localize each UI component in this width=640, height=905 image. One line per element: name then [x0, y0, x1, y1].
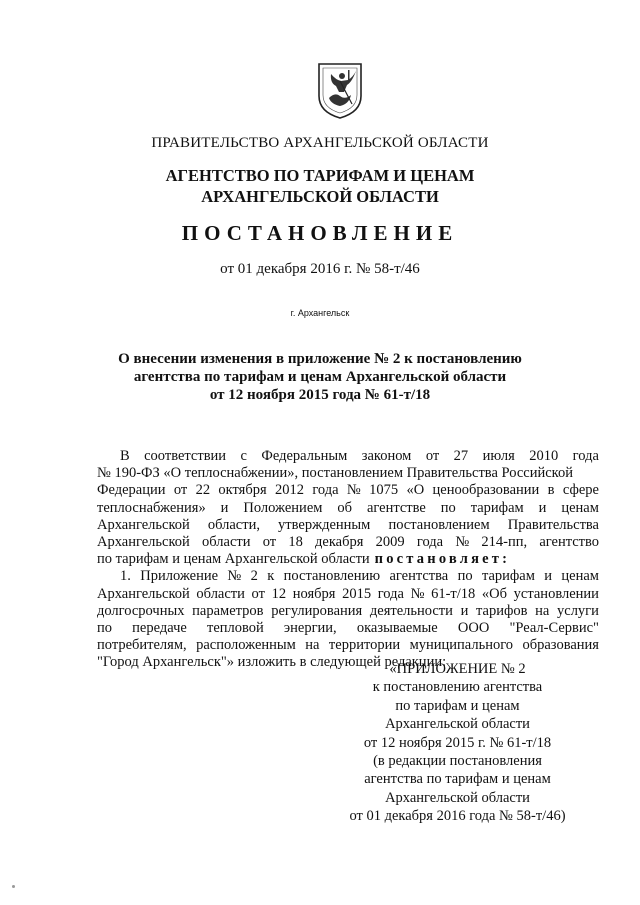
word: 2: [250, 568, 258, 585]
word: передаче: [132, 620, 187, 637]
appendix-line: (в редакции постановления: [373, 753, 542, 770]
word: 2012: [274, 482, 304, 499]
appendix-line: от 12 ноября 2015 г. № 61-т/18: [363, 734, 552, 751]
word: области: [196, 585, 245, 602]
word: муниципального: [409, 637, 514, 654]
document-date-number: от 01 декабря 2016 г. № 58-т/46: [220, 261, 420, 277]
word: №: [410, 585, 425, 602]
word: ценам: [561, 568, 599, 585]
agency-line-1: АГЕНТСТВО ПО ТАРИФАМ И ЦЕНАМ: [165, 166, 475, 185]
resolution-keyword: постановляет:: [374, 551, 511, 568]
word: Федерации: [97, 482, 166, 499]
appendix-line: по тарифам и ценам: [395, 697, 520, 714]
word: территории: [328, 637, 401, 654]
word: года: [377, 585, 404, 602]
word: года: [572, 448, 599, 464]
city: г. Архангельск: [290, 308, 350, 318]
word: Архангельской: [97, 534, 190, 551]
word: тарифам: [481, 568, 535, 585]
word: Архангельской: [97, 516, 190, 533]
word: и: [460, 602, 469, 619]
word: "Реал-Сервис": [509, 620, 599, 637]
word: Архангельской: [97, 585, 190, 602]
word: теплоснабжения»: [97, 499, 206, 516]
word: 22: [195, 482, 211, 499]
word: «О: [406, 482, 425, 499]
word: установлении: [513, 585, 599, 602]
word: на: [535, 602, 550, 619]
word: 2015: [342, 585, 372, 602]
body-text: "Город Архангельск"» изложить в следующей редакции:: [97, 654, 447, 671]
word: области,: [207, 516, 260, 533]
body-line: [97, 586, 599, 603]
word: тарифов: [476, 602, 528, 619]
word: агентстве: [366, 499, 426, 516]
subject-line-2: агентства по тарифам и ценам Архангельской области: [133, 369, 507, 385]
body-line: [97, 500, 599, 517]
word: в: [547, 482, 555, 499]
word: 2010: [529, 448, 559, 464]
word: и: [538, 499, 547, 516]
coat-of-arms-icon: [317, 62, 363, 120]
word: оказываемые: [356, 620, 438, 637]
word: по: [97, 620, 113, 637]
word: октября: [218, 482, 267, 499]
word: агентства: [389, 568, 449, 585]
word: по: [457, 568, 473, 585]
word: параметров: [192, 602, 264, 619]
word: №: [455, 534, 470, 551]
appendix-line: агентства по тарифам и ценам: [364, 771, 551, 788]
body-line: [97, 534, 599, 551]
word: 12: [271, 585, 287, 602]
appendix-line: от 01 декабря 2016 года № 58-т/46): [349, 808, 566, 825]
word: Приложение: [140, 568, 219, 585]
appendix-line: Архангельской области: [385, 716, 530, 733]
word: тарифам: [470, 499, 524, 516]
word: законом: [361, 448, 412, 464]
word: к: [267, 568, 275, 585]
word: ООО: [457, 620, 490, 637]
word: услуги: [557, 602, 599, 619]
appendix-line: к постановлению агентства: [372, 679, 543, 696]
word: 2009: [375, 534, 405, 551]
scan-mark: [12, 885, 15, 888]
word: утвержденным: [278, 516, 371, 533]
word: декабря: [315, 534, 364, 551]
word: №: [346, 482, 361, 499]
body-line: [97, 568, 599, 585]
word: от: [262, 534, 277, 551]
subject-line-3: от 12 ноября 2015 года № 61-т/18: [209, 387, 431, 403]
word: расположенным: [196, 637, 296, 654]
word: тепловой: [206, 620, 264, 637]
word: от: [173, 482, 188, 499]
document-body: [97, 448, 599, 672]
word: и: [220, 499, 229, 516]
body-line: [97, 517, 599, 534]
document-type: ПОСТАНОВЛЕНИЕ: [181, 221, 459, 245]
word: и: [544, 568, 553, 585]
word: постановлению: [283, 568, 381, 585]
appendix-line: Архангельской области: [385, 789, 530, 806]
body-line: [97, 448, 599, 465]
word: с: [240, 448, 247, 464]
word: июля: [482, 448, 515, 464]
word: энергии,: [283, 620, 337, 637]
word: по: [440, 499, 456, 516]
word: 1.: [120, 568, 131, 585]
body-line: [97, 551, 599, 568]
document-subject: [0, 350, 640, 404]
word: В: [120, 448, 130, 464]
word: ценам: [561, 499, 599, 516]
word: регулирования: [271, 602, 363, 619]
word: соответствии: [144, 448, 227, 464]
word: «Об: [481, 585, 508, 602]
appendix-line: «ПРИЛОЖЕНИЕ № 2: [389, 661, 526, 677]
word: образования: [522, 637, 599, 654]
word: ценообразовании: [432, 482, 540, 499]
government-name: ПРАВИТЕЛЬСТВО АРХАНГЕЛЬСКОЙ ОБЛАСТИ: [151, 135, 489, 151]
word: долгосрочных: [97, 602, 185, 619]
word: от: [425, 448, 440, 464]
word: 61-т/18: [431, 585, 476, 602]
word: на: [305, 637, 320, 654]
word: 18: [288, 534, 303, 551]
body-line: [97, 482, 599, 499]
word: №: [227, 568, 242, 585]
agency-name: [0, 165, 640, 207]
word: от: [251, 585, 265, 602]
word: 1075: [369, 482, 399, 499]
word: агентство: [539, 534, 599, 551]
body-text: № 190-ФЗ «О теплоснабжении», постановлением Правительства Российской: [97, 465, 573, 482]
body-line: [97, 637, 599, 654]
word: 214-пп,: [481, 534, 528, 551]
word: постановлением: [388, 516, 490, 533]
subject-line-1: О внесении изменения в приложение № 2 к постановлению: [118, 351, 522, 367]
word: деятельности: [369, 602, 453, 619]
agency-line-2: АРХАНГЕЛЬСКОЙ ОБЛАСТИ: [201, 187, 439, 206]
word: года: [416, 534, 444, 551]
word: области: [202, 534, 251, 551]
word: об: [337, 499, 353, 516]
word: Правительства: [507, 516, 599, 533]
body-line: [97, 603, 599, 620]
body-line: [97, 620, 599, 637]
word: ноября: [292, 585, 336, 602]
word: потребителям,: [97, 637, 187, 654]
word: 27: [453, 448, 469, 464]
word: Федеральным: [261, 448, 348, 464]
word: года: [312, 482, 339, 499]
body-text: по тарифам и ценам Архангельской области: [97, 551, 370, 568]
word: Положением: [243, 499, 323, 516]
word: сфере: [562, 482, 599, 499]
appendix-header: [330, 660, 585, 826]
body-line: [97, 465, 599, 482]
